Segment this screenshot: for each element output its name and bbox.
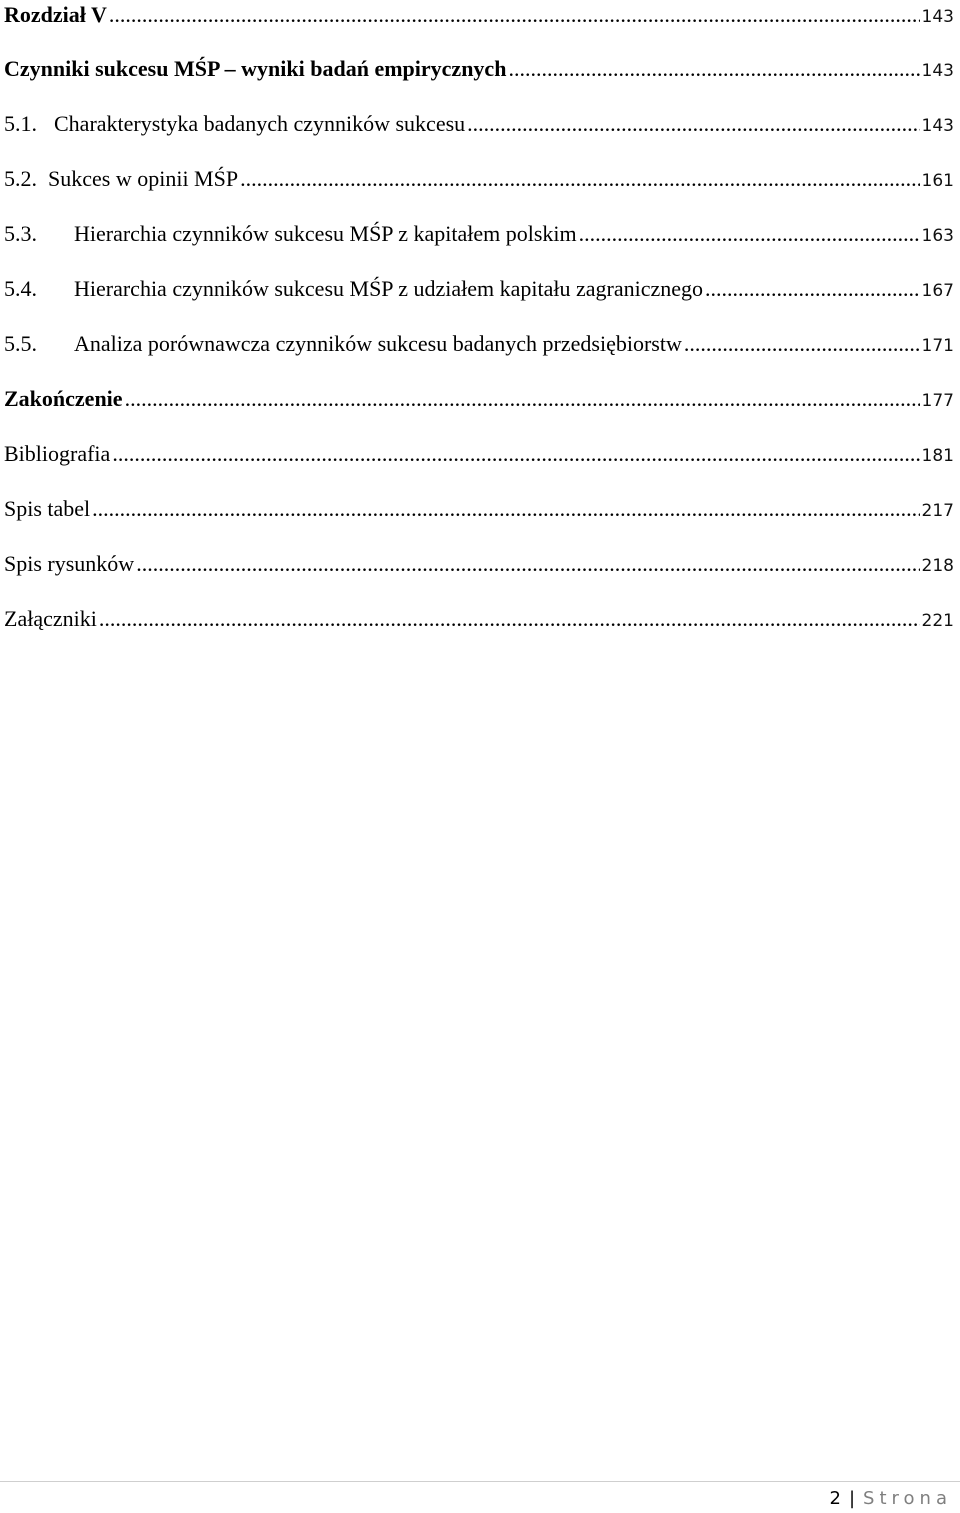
toc-leader-dots bbox=[467, 109, 919, 139]
toc-entry-page: 171 bbox=[921, 336, 954, 356]
toc-leader-dots bbox=[99, 604, 920, 634]
toc-entry-title: Załączniki bbox=[4, 606, 97, 631]
toc-entry[interactable] bbox=[4, 549, 954, 579]
footer-page-word: Strona bbox=[863, 1488, 952, 1509]
toc-entry-title: Spis rysunków bbox=[4, 551, 135, 576]
toc-entry-title: Hierarchia czynników sukcesu MŚP z udziałem kapitału zagranicznego bbox=[74, 276, 704, 301]
toc-entry-title: Charakterystyka badanych czynników sukcesu bbox=[54, 111, 466, 136]
toc-leader-dots bbox=[136, 549, 919, 579]
toc-entry-number: 5.1. bbox=[4, 111, 37, 136]
toc-entry-page: 143 bbox=[921, 61, 954, 81]
toc-entry-page: 143 bbox=[921, 7, 954, 27]
footer-divider bbox=[0, 1481, 960, 1482]
toc-entry-number: 5.4. bbox=[4, 276, 37, 301]
toc-entry-page: 163 bbox=[921, 226, 954, 246]
toc-entry-title: Bibliografia bbox=[4, 441, 111, 466]
toc-entry-page: 221 bbox=[921, 611, 954, 631]
toc-leader-dots bbox=[109, 0, 920, 30]
toc-entry-title: Rozdział V bbox=[4, 2, 107, 27]
toc-entry-number: 5.5. bbox=[4, 331, 37, 356]
toc-leader-dots bbox=[92, 494, 919, 524]
toc-entry[interactable] bbox=[4, 329, 954, 359]
toc-entry-page: 167 bbox=[921, 281, 954, 301]
page-footer bbox=[830, 1487, 952, 1511]
toc-entry[interactable] bbox=[4, 384, 954, 414]
toc-entry-title: Zakończenie bbox=[4, 386, 123, 411]
toc-entry[interactable] bbox=[4, 604, 954, 634]
toc-leader-dots bbox=[705, 274, 920, 304]
toc-entry[interactable] bbox=[4, 164, 954, 194]
toc-entry-page: 217 bbox=[921, 501, 954, 521]
toc-leader-dots bbox=[240, 164, 919, 194]
toc-entry-title: Czynniki sukcesu MŚP – wyniki badań empirycznych bbox=[4, 56, 507, 81]
toc-entry-title: Hierarchia czynników sukcesu MŚP z kapitałem polskim bbox=[74, 221, 577, 246]
toc-leader-dots bbox=[112, 439, 919, 469]
toc-entry-page: 177 bbox=[921, 391, 954, 411]
toc-leader-dots bbox=[125, 384, 920, 414]
footer-separator: | bbox=[848, 1488, 856, 1509]
toc-entry[interactable] bbox=[4, 0, 954, 30]
toc-entry-page: 161 bbox=[921, 171, 954, 191]
toc-entry-page: 143 bbox=[921, 116, 954, 136]
toc-entry-title: Sukces w opinii MŚP bbox=[48, 166, 239, 191]
toc-entry[interactable] bbox=[4, 494, 954, 524]
toc-entry[interactable] bbox=[4, 274, 954, 304]
toc-entry-page: 218 bbox=[921, 556, 954, 576]
toc-leader-dots bbox=[579, 219, 920, 249]
toc-entry-page: 181 bbox=[921, 446, 954, 466]
toc-entry[interactable] bbox=[4, 219, 954, 249]
toc-leader-dots bbox=[684, 329, 920, 359]
toc-entry[interactable] bbox=[4, 439, 954, 469]
toc-leader-dots bbox=[508, 54, 919, 84]
toc-entry-number: 5.3. bbox=[4, 221, 37, 246]
toc-entry-title: Analiza porównawcza czynników sukcesu badanych przedsiębiorstw bbox=[74, 331, 682, 356]
toc-entry[interactable] bbox=[4, 54, 954, 84]
toc-entry-number: 5.2. bbox=[4, 166, 37, 191]
toc-entry[interactable] bbox=[4, 109, 954, 139]
footer-page-number: 2 bbox=[829, 1488, 841, 1509]
toc-entry-title: Spis tabel bbox=[4, 496, 91, 521]
